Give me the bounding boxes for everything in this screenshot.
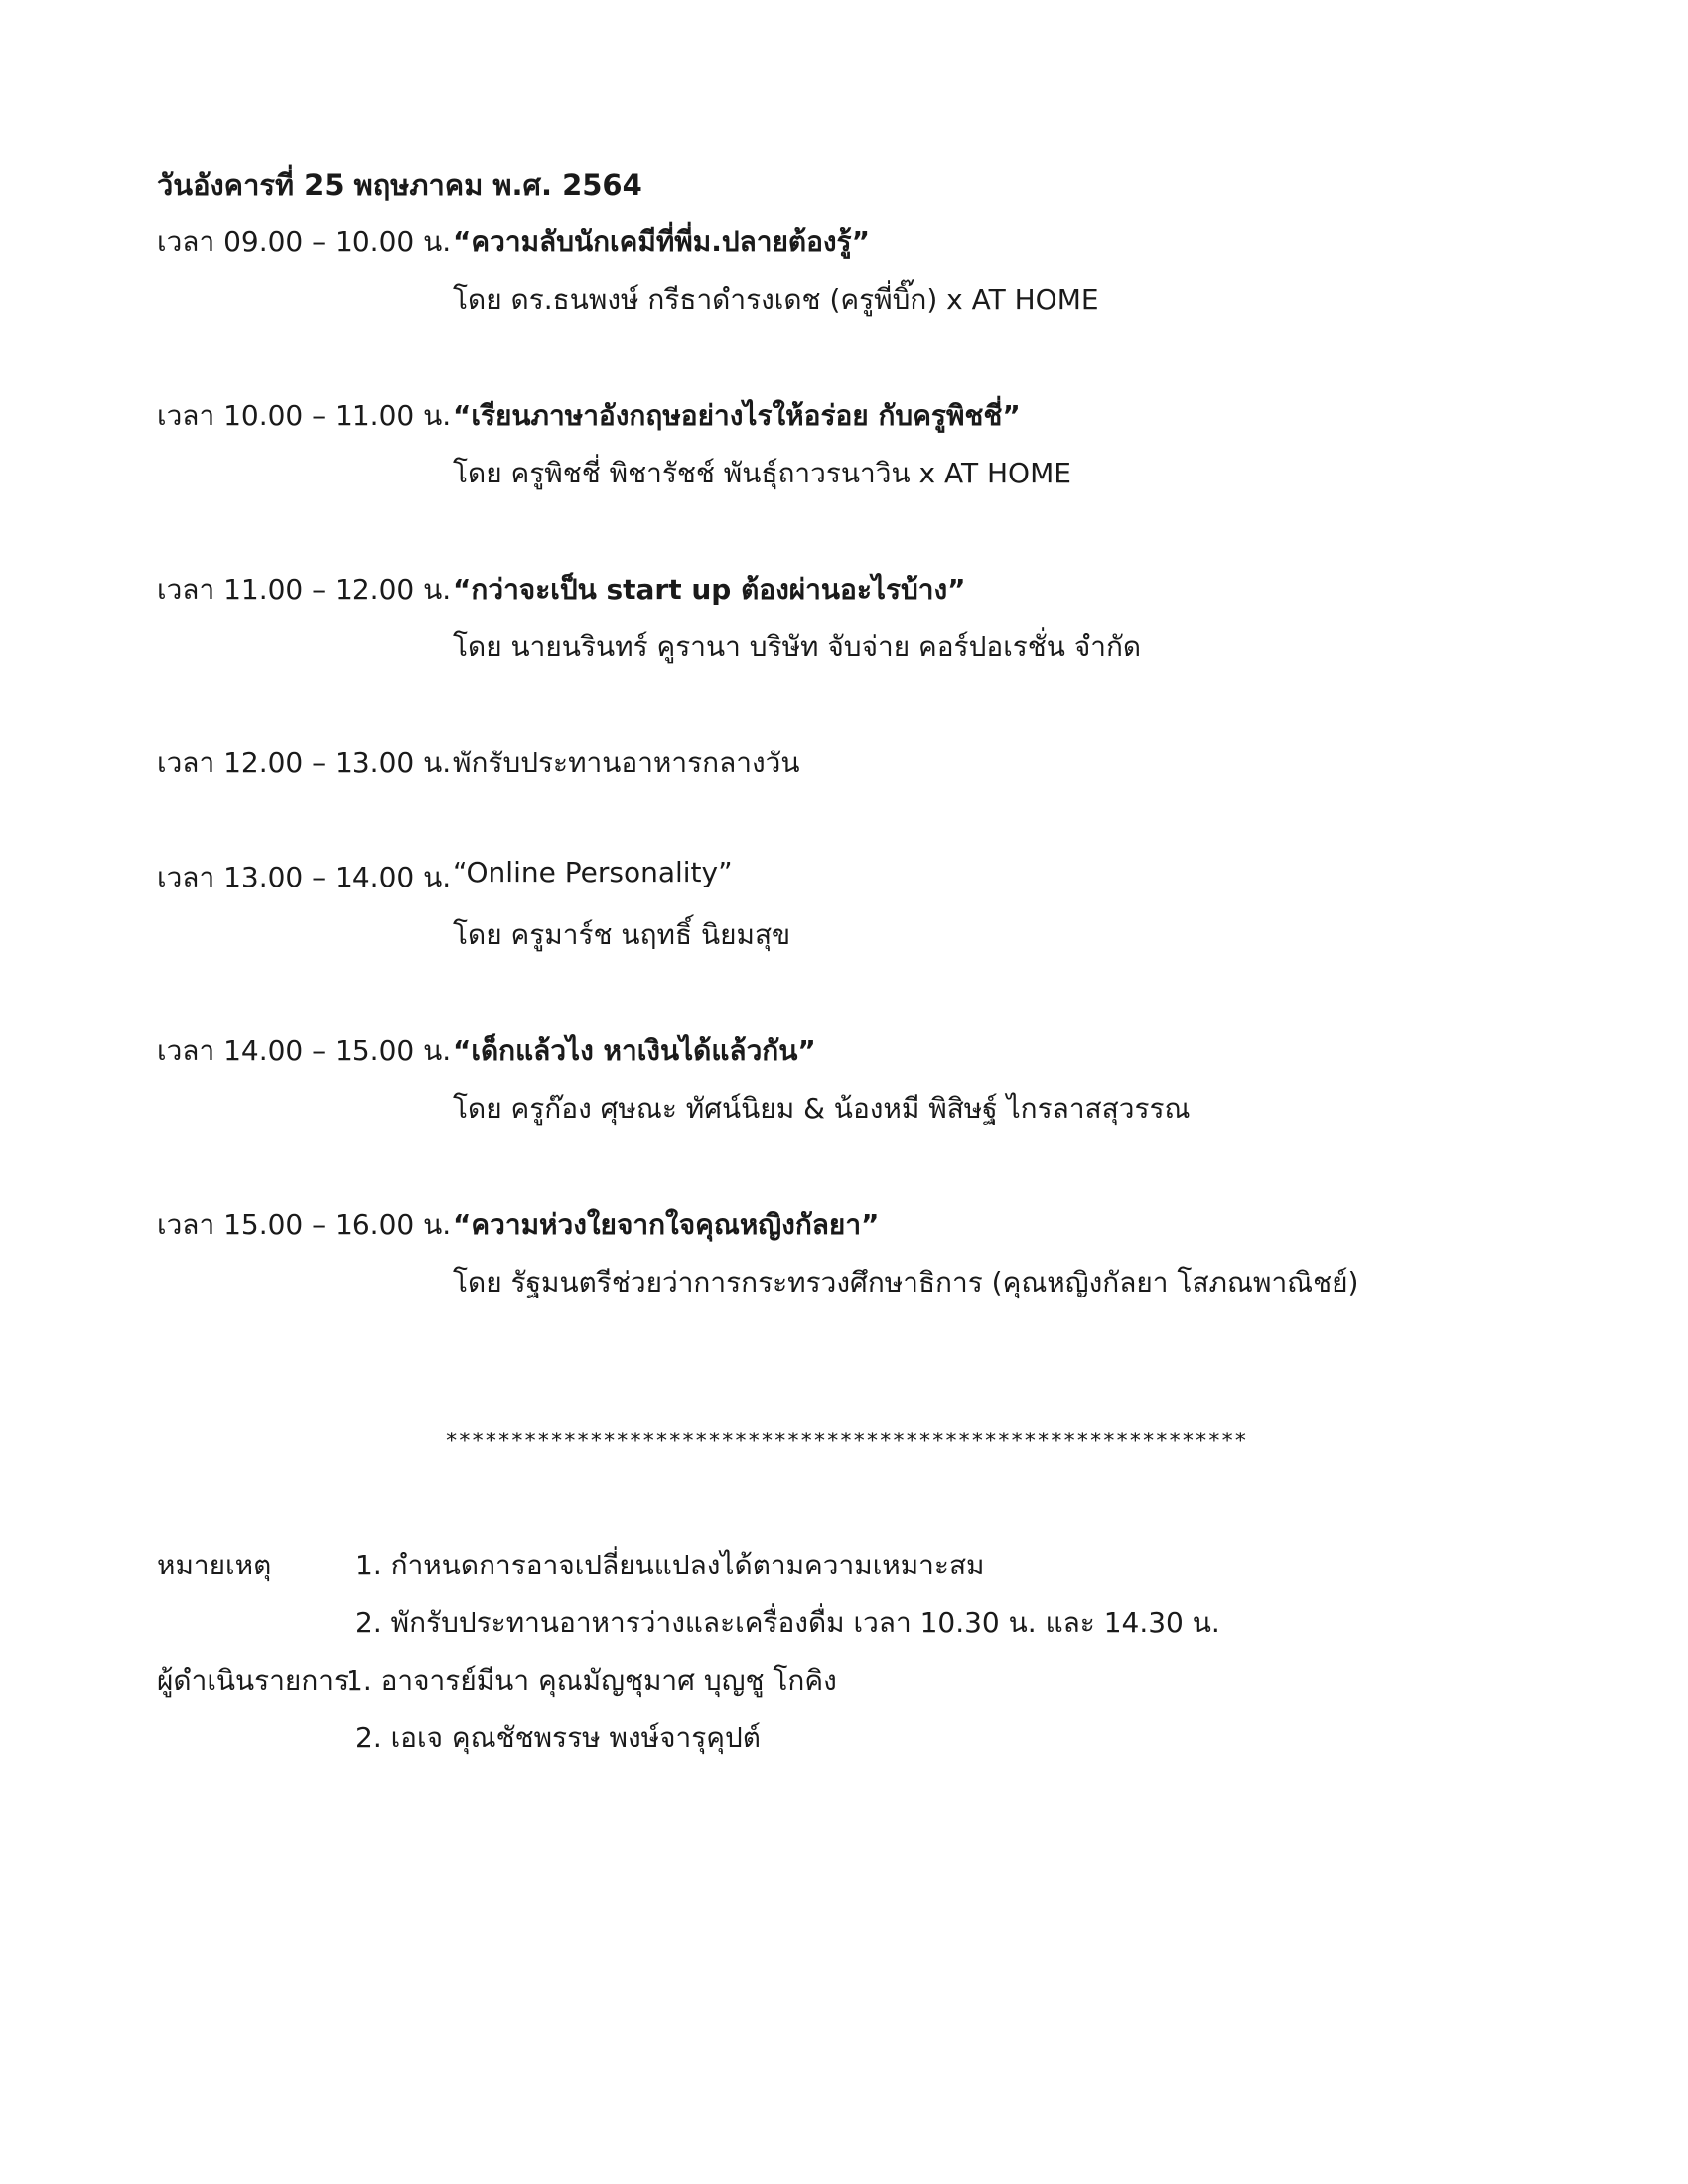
session-speaker: โดย ครูมาร์ช นฤทธิ์ นิยมสุข	[453, 918, 791, 951]
session-item	[157, 568, 1547, 663]
session-title: “ความห่วงใยจากใจคุณหญิงกัลยา”	[453, 1208, 880, 1241]
session-item	[157, 742, 1547, 799]
session-time: เวลา 12.00 – 13.00 น.	[157, 747, 452, 779]
date-heading: วันอังคารที่ 25 พฤษภาคม พ.ศ. 2564	[157, 168, 642, 202]
note-item: 1. กำหนดการอาจเปลี่ยนแปลงได้ตามความเหมาะสม	[355, 1549, 985, 1581]
separator-line: *************************************************************	[445, 1430, 1247, 1454]
session-speaker: โดย ครูพิชชี่ พิชารัชช์ พันธุ์ถาวรนาวิน x AT HOME	[453, 457, 1071, 489]
session-title: “Online Personality”	[453, 856, 733, 888]
session-time: เวลา 11.00 – 12.00 น.	[157, 573, 452, 606]
session-item	[157, 1029, 1547, 1125]
session-time: เวลา 15.00 – 16.00 น.	[157, 1208, 452, 1241]
host-item: 2. เอเจ คุณชัชพรรษ พงษ์จารุคุปต์	[355, 1721, 761, 1754]
session-time: เวลา 13.00 – 14.00 น.	[157, 861, 452, 893]
session-speaker: โดย นายนรินทร์ คูรานา บริษัท จับจ่าย คอร์ปอเรชั่น จำกัด	[453, 630, 1142, 663]
session-title: “กว่าจะเป็น start up ต้องผ่านอะไรบ้าง”	[453, 573, 966, 606]
session-speaker: โดย ครูก๊อง ศุษณะ ทัศน์นิยม & น้องหมี พิสิษฐ์ ไกรลาสสุวรรณ	[453, 1092, 1191, 1125]
session-title: “เด็กแล้วไง หาเงินได้แล้วกัน”	[453, 1034, 816, 1067]
session-speaker: โดย ดร.ธนพงษ์ กรีธาดำรงเดช (ครูพี่บิ๊ก) x AT HOME	[453, 283, 1099, 316]
notes-label: หมายเหตุ	[157, 1549, 272, 1581]
session-title: “ความลับนักเคมีที่พี่ม.ปลายต้องรู้”	[453, 225, 870, 258]
hosts-label: ผู้ดำเนินรายการ	[157, 1664, 350, 1697]
session-title: “เรียนภาษาอังกฤษอย่างไรให้อร่อย กับครูพิชชี่”	[453, 399, 1021, 432]
note-item: 2. พักรับประทานอาหารว่างและเครื่องดื่ม เวลา 10.30 น. และ 14.30 น.	[355, 1606, 1220, 1639]
session-item	[157, 856, 1547, 951]
session-item	[157, 220, 1547, 316]
session-item	[157, 1203, 1547, 1298]
session-item	[157, 394, 1547, 489]
session-time: เวลา 10.00 – 11.00 น.	[157, 399, 452, 432]
session-time: เวลา 14.00 – 15.00 น.	[157, 1034, 452, 1067]
session-title: พักรับประทานอาหารกลางวัน	[453, 747, 800, 779]
notes-section	[157, 1544, 1547, 1774]
session-time: เวลา 09.00 – 10.00 น.	[157, 225, 452, 258]
session-speaker: โดย รัฐมนตรีช่วยว่าการกระทรวงศึกษาธิการ (คุณหญิงกัลยา โสภณพาณิชย์)	[453, 1266, 1359, 1298]
host-item: 1. อาจารย์มีนา คุณมัญชุมาศ บุญชู โกคิง	[346, 1664, 837, 1697]
